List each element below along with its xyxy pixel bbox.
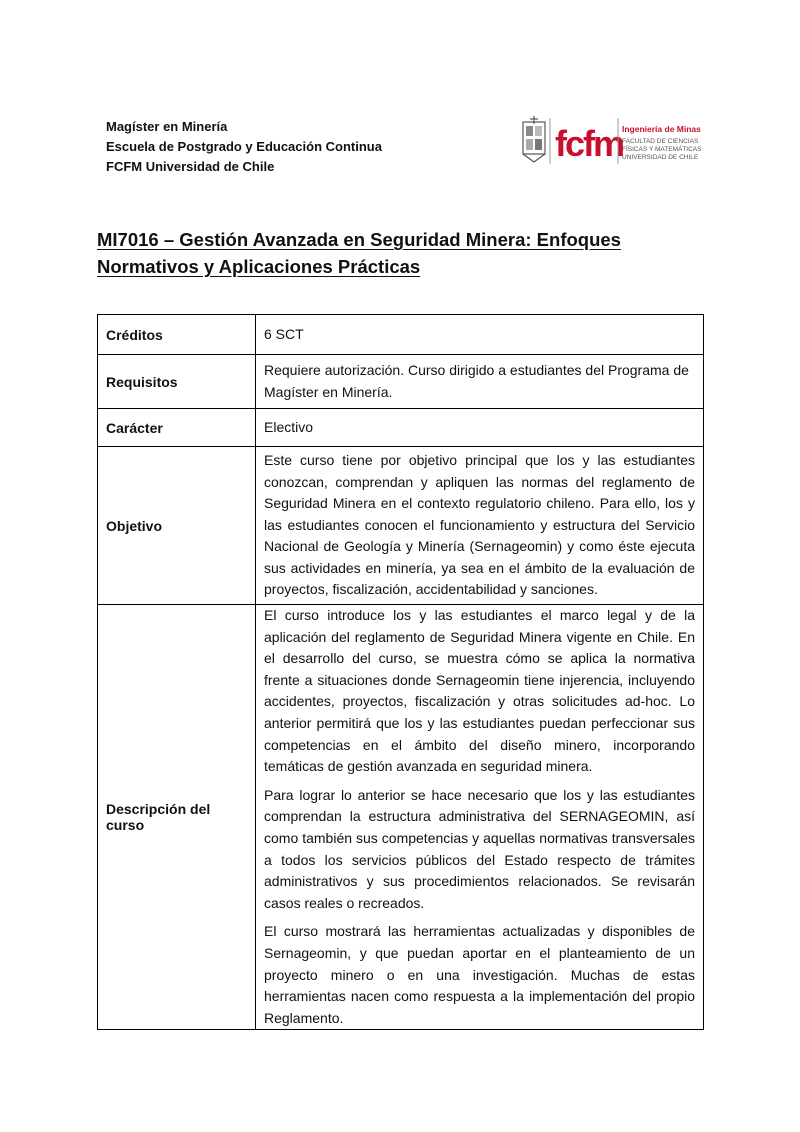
course-title-line2: Normativos y Aplicaciones Prácticas [97, 256, 421, 277]
university-crest-icon [523, 116, 545, 162]
logo-department: Ingeniería de Minas [622, 124, 701, 134]
descripcion-paragraph-3: El curso mostrará las herramientas actualizadas y disponibles de Sernageomin, y que puedan aportar en el planteamiento de un proyecto minero o en una investigación. Muchas de estas herramientas nacen como respuesta a la implementación del propio Reglamento. [264, 923, 695, 1026]
header-line-school: Escuela de Postgrado y Educación Continua [106, 139, 382, 154]
logo-faculty-line2: FÍSICAS Y MATEMÁTICAS [622, 146, 702, 153]
descripcion-label: Descripción del curso [98, 605, 256, 1030]
requisitos-label: Requisitos [98, 355, 256, 409]
header-institution [106, 117, 382, 177]
objetivo-label: Objetivo [98, 447, 256, 605]
objetivo-cell [256, 447, 704, 605]
course-title [97, 226, 707, 280]
descripcion-paragraph-2: Para lograr lo anterior se hace necesario que los y las estudiantes comprendan la estructura administrativa del SERNAGEOMIN, así como también sus competencias y aquellas normativas transversales a todos los servicios públicos del Estado respecto de trámites administrativos y sus procedimientos relacionados. Se revisarán casos reales o recreados. [264, 786, 695, 911]
logo-faculty-line1: FACULTAD DE CIENCIAS [622, 138, 699, 145]
course-info-table [97, 314, 704, 1030]
caracter-value: Electivo [256, 409, 704, 447]
row-requisitos [98, 355, 704, 409]
logo-university: UNIVERSIDAD DE CHILE [622, 154, 699, 161]
caracter-label: Carácter [98, 409, 256, 447]
objetivo-value: Este curso tiene por objetivo principal que los y las estudiantes conozcan, comprendan y apliquen las normas del reglamento de Seguridad Minera en el contexto regulatorio chileno. Para ello, los y las estudiantes conocen el funcionamiento y estructura del Servicio Nacional de Geología y Minería (Sernageomin) y como éste ejecuta sus actividades en minería, ya sea en el ámbito de la evaluación de proyectos, fiscalización, accidentabilidad y sanciones. [264, 451, 695, 598]
descripcion-cell [256, 605, 704, 1030]
fcfm-logo [520, 112, 702, 168]
course-title-line1: MI7016 – Gestión Avanzada en Seguridad Minera: Enfoques [97, 229, 621, 250]
header-line-university: FCFM Universidad de Chile [106, 159, 275, 174]
row-caracter [98, 409, 704, 447]
header-line-program: Magíster en Minería [106, 119, 228, 134]
fcfm-wordmark: fcfm [555, 123, 624, 164]
row-creditos [98, 315, 704, 355]
row-descripcion [98, 605, 704, 1030]
requisitos-value: Requiere autorización. Curso dirigido a estudiantes del Programa de Magíster en Minería. [256, 355, 704, 409]
row-objetivo [98, 447, 704, 605]
creditos-value: 6 SCT [256, 315, 704, 355]
creditos-label: Créditos [98, 315, 256, 355]
descripcion-paragraph-1: El curso introduce los y las estudiantes el marco legal y de la aplicación del reglamento de Seguridad Minera vigente en Chile. En el desarrollo del curso, se muestra cómo se aplica la normativa frente a situaciones donde Sernageomin tiene injerencia, incluyendo accidentes, proyectos, fiscalización y otras solicitudes ad-hoc. Lo anterior permitirá que los y las estudiantes puedan perfeccionar sus competencias en el ámbito del diseño minero, incorporando temáticas de gestión avanzada en seguridad minera. [264, 607, 695, 775]
